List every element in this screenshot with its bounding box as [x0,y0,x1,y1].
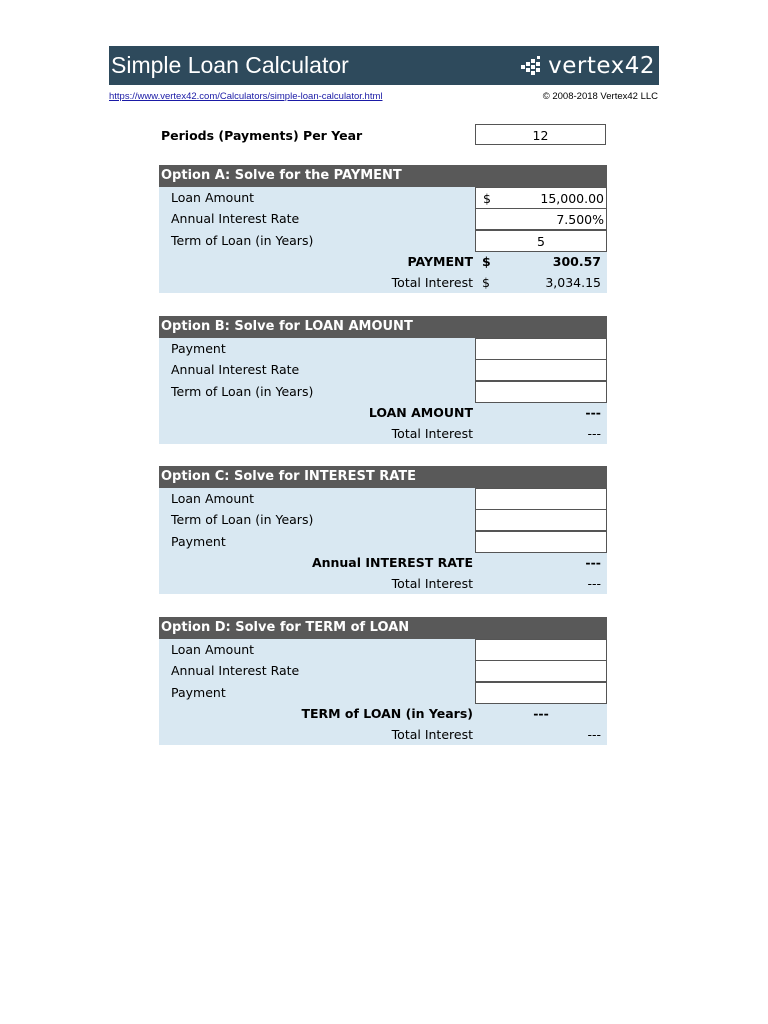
loan-amount-result-label: LOAN AMOUNT [368,404,473,420]
option-d-rate-row [159,660,607,681]
term-result-label: TERM of LOAN (in Years) [301,705,473,721]
calculator-url-link[interactable]: https://www.vertex42.com/Calculators/simple-loan-calculator.html [109,91,383,102]
page-title: Simple Loan Calculator [111,52,349,78]
option-a-total-interest-row [159,272,607,293]
option-b-payment-input[interactable] [475,338,607,360]
option-b-payment-row [159,338,607,359]
term-label: Term of Loan (in Years) [171,232,314,248]
interest-rate-result-label: Annual INTEREST RATE [311,554,473,570]
loan-amount-result-value: --- [585,404,601,420]
payment-label: Payment [171,684,226,700]
payment-currency: $ [482,253,491,269]
option-b-rate-row [159,359,607,380]
option-a-interest-rate-input[interactable] [475,208,607,230]
option-a-section [159,165,607,293]
interest-rate-value: 7.500% [556,212,604,228]
periods-per-year-label: Periods (Payments) Per Year [161,128,363,143]
interest-rate-label: Annual Interest Rate [171,663,300,679]
payment-result-value: 300.57 [552,253,601,269]
option-c-payment-input[interactable] [475,531,607,553]
logo-text: vertex42 [548,53,655,79]
interest-rate-label: Annual Interest Rate [171,211,300,227]
term-label: Term of Loan (in Years) [171,383,314,399]
option-a-header: Option A: Solve for the PAYMENT [159,165,607,187]
total-interest-label: Total Interest [391,727,473,743]
interest-rate-result-value: --- [585,554,601,570]
term-result-value: --- [533,705,549,721]
option-d-interest-rate-input[interactable] [475,660,607,682]
total-interest-label: Total Interest [391,426,473,442]
option-a-loan-amount-input[interactable] [475,187,607,209]
option-a-term-input[interactable] [475,230,607,252]
option-d-loan-amount-row [159,639,607,660]
option-b-total-interest-row [159,423,607,444]
option-b-result-row [159,402,607,423]
option-b-section [159,316,607,444]
total-interest-value: --- [587,576,601,592]
currency-symbol: $ [483,191,491,206]
loan-amount-label: Loan Amount [171,642,255,657]
option-d-total-interest-row [159,724,607,745]
title-banner [109,46,659,85]
option-c-payment-row [159,531,607,552]
option-d-payment-input[interactable] [475,682,607,704]
total-interest-value: --- [587,426,601,442]
term-value: 5 [537,233,545,249]
option-c-total-interest-row [159,573,607,594]
option-b-term-input[interactable] [475,381,607,403]
option-d-payment-row [159,682,607,703]
option-d-result-row [159,703,607,724]
option-c-term-input[interactable] [475,509,607,531]
option-d-loan-amount-input[interactable] [475,639,607,661]
option-a-payment-result-row [159,251,607,272]
term-label: Term of Loan (in Years) [171,512,314,528]
total-interest-label: Total Interest [391,275,473,291]
option-a-loan-amount-row [159,187,607,208]
option-c-result-row [159,552,607,573]
option-c-loan-amount-row [159,488,607,509]
copyright-text: © 2008-2018 Vertex42 LLC [542,91,658,102]
option-c-section [159,466,607,594]
total-interest-label: Total Interest [391,576,473,592]
total-interest-value: --- [587,727,601,743]
loan-amount-value: 15,000.00 [540,191,604,206]
option-d-section [159,617,607,745]
payment-result-label: PAYMENT [407,253,473,269]
interest-rate-label: Annual Interest Rate [171,362,300,378]
option-a-term-row [159,230,607,251]
option-b-interest-rate-input[interactable] [475,359,607,381]
option-c-header: Option C: Solve for INTEREST RATE [159,466,607,488]
option-b-header: Option B: Solve for LOAN AMOUNT [159,316,607,338]
payment-label: Payment [171,533,226,549]
total-interest-currency: $ [482,275,490,291]
periods-per-year-input[interactable]: 12 [475,124,606,145]
loan-amount-label: Loan Amount [171,190,255,205]
vertex42-logo-icon [520,55,544,77]
loan-amount-label: Loan Amount [171,491,255,506]
option-d-header: Option D: Solve for TERM of LOAN [159,617,607,639]
option-a-rate-row [159,208,607,229]
option-c-loan-amount-input[interactable] [475,488,607,510]
vertex42-logo [520,52,655,80]
option-c-term-row [159,509,607,530]
option-b-term-row [159,381,607,402]
total-interest-value: 3,034.15 [545,275,601,291]
payment-label: Payment [171,341,226,356]
